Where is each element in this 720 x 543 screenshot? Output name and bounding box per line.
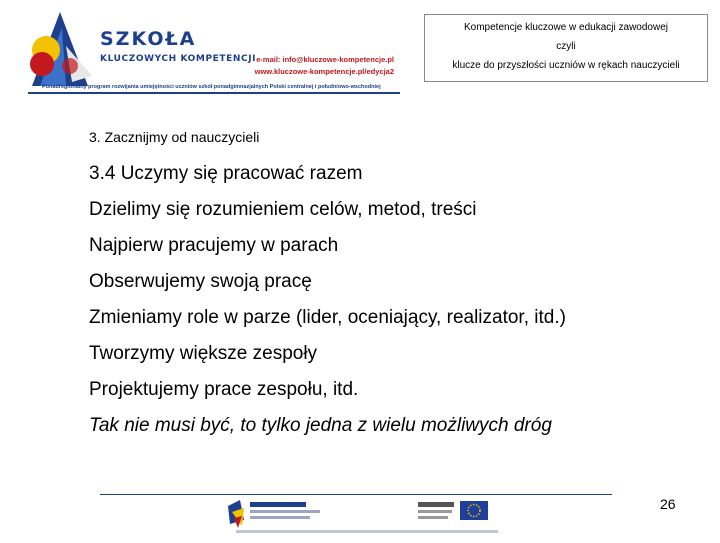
list-item: Tworzymy większe zespoły xyxy=(89,343,318,364)
page-number: 26 xyxy=(660,496,676,512)
title-box-line-1: Kompetencje kluczowe w edukacji zawodowej xyxy=(464,22,668,33)
school-logo xyxy=(22,6,402,90)
header-divider xyxy=(28,92,400,94)
list-item: Najpierw pracujemy w parach xyxy=(89,235,339,256)
list-item: Projektujemy prace zespołu, itd. xyxy=(89,379,359,400)
contact-info xyxy=(255,54,394,78)
contact-website: www.kluczowe-kompetencje.pl/edycja2 xyxy=(254,67,394,76)
slide-heading: 3.4 Uczymy się pracować razem xyxy=(89,163,363,184)
section-label: 3. Zacznijmy od nauczycieli xyxy=(89,129,260,145)
slide-header xyxy=(0,0,720,100)
program-tagline: Ponadregionalny program rozwijania umiejętności uczniów szkół ponadgimnazjalnych Polski centralnej i południowo-wschodniej xyxy=(42,84,381,90)
list-item: Obserwujemy swoją pracę xyxy=(89,271,312,292)
brand-subtitle: KLUCZOWYCH KOMPETENCJI xyxy=(100,54,257,64)
footer-divider xyxy=(100,494,612,495)
school-logo-icon xyxy=(22,6,98,90)
title-box xyxy=(424,14,708,82)
list-item: Dzielimy się rozumieniem celów, metod, treści xyxy=(89,199,477,220)
brand-title: SZKOŁA xyxy=(100,28,197,50)
title-box-line-3: klucze do przyszłości uczniów w rękach nauczycieli xyxy=(452,60,680,71)
closing-note: Tak nie musi być, to tylko jedna z wielu możliwych dróg xyxy=(89,415,552,436)
eu-funding-logos-icon xyxy=(222,498,512,538)
title-box-line-2: czyli xyxy=(556,41,576,52)
footer-logos xyxy=(222,498,512,538)
slide-content xyxy=(89,126,709,444)
contact-email: e-mail: info@kluczowe-kompetencje.pl xyxy=(256,55,394,64)
list-item: Zmieniamy role w parze (lider, oceniający, realizator, itd.) xyxy=(89,307,566,328)
